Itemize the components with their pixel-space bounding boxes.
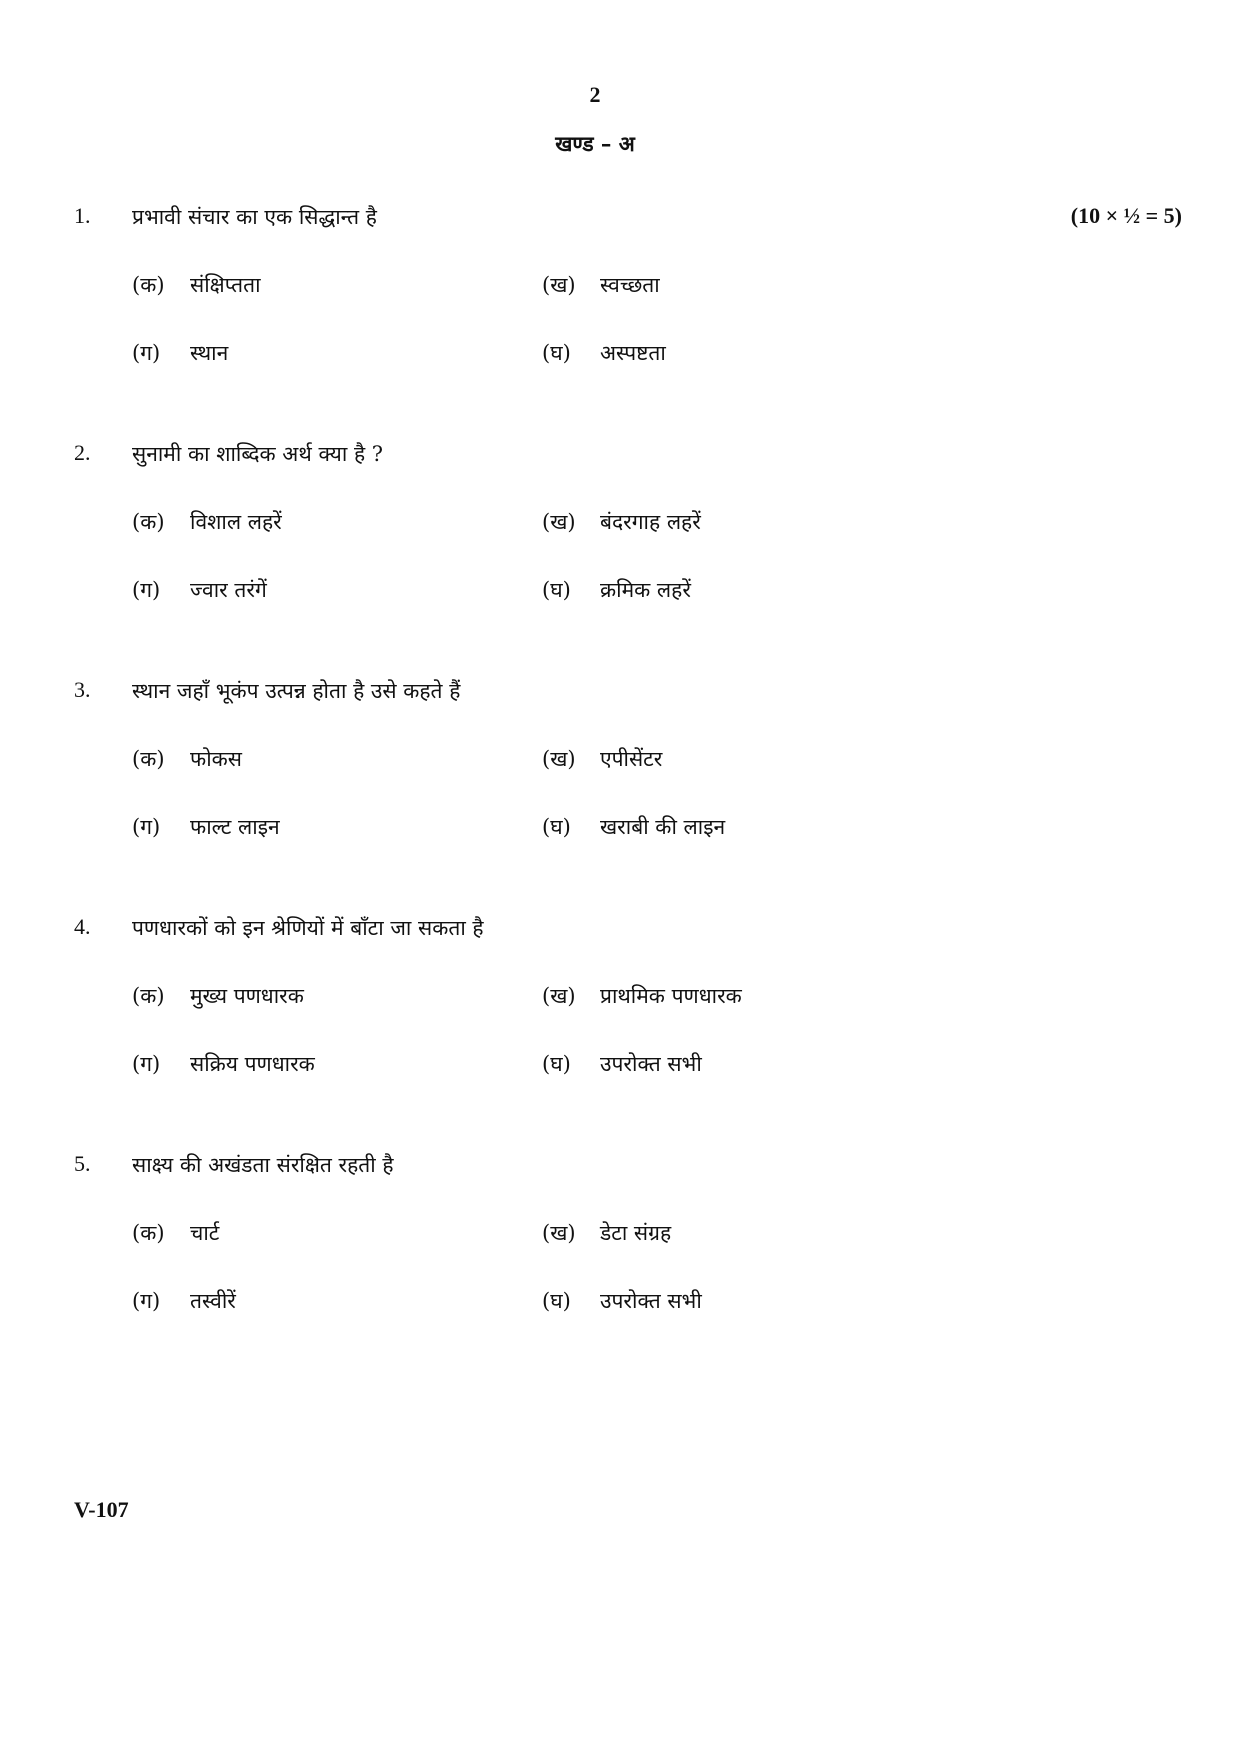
option-label: (घ) [542, 341, 571, 365]
option-ka [132, 1219, 219, 1247]
option-text: तस्वीरें [190, 1289, 236, 1313]
question-text: सुनामी का शाब्दिक अर्थ क्या है ? [132, 442, 384, 466]
option-text: डेटा संग्रह [600, 1221, 672, 1245]
marks-allocation: (10 × ½ = 5) [1070, 203, 1182, 228]
option-gha [542, 1050, 702, 1078]
option-gha [542, 339, 666, 367]
question-4 [74, 914, 1174, 1082]
option-ga [132, 813, 280, 841]
option-text: चार्ट [190, 1221, 220, 1245]
option-label: (क) [132, 747, 165, 771]
option-text: उपरोक्त सभी [600, 1052, 702, 1076]
option-text: सक्रिय पणधारक [190, 1052, 315, 1076]
option-label: (क) [132, 273, 165, 297]
option-label: (ग) [132, 578, 161, 602]
question-5 [74, 1151, 1174, 1319]
option-ka [132, 508, 282, 536]
option-gha [542, 813, 725, 841]
question-number: 1. [74, 203, 91, 228]
paper-code: V-107 [74, 1497, 129, 1522]
option-label: (घ) [542, 1052, 571, 1076]
option-kha [542, 271, 660, 299]
option-ka [132, 745, 242, 773]
option-text: एपीसेंटर [600, 747, 663, 771]
question-2 [74, 440, 1174, 608]
option-label: (घ) [542, 1289, 571, 1313]
option-ka [132, 982, 304, 1010]
option-text: फाल्ट लाइन [190, 815, 280, 839]
question-1 [74, 203, 1182, 371]
option-label: (क) [132, 984, 165, 1008]
question-number: 3. [74, 677, 91, 702]
option-ga [132, 339, 228, 367]
option-text: मुख्य पणधारक [190, 984, 304, 1008]
option-text: स्वच्छता [600, 273, 660, 297]
option-kha [542, 1219, 671, 1247]
option-gha [542, 576, 691, 604]
option-text: अस्पष्टता [600, 341, 666, 365]
option-text: संक्षिप्तता [190, 273, 261, 297]
option-ka [132, 271, 261, 299]
option-text: उपरोक्त सभी [600, 1289, 702, 1313]
option-label: (घ) [542, 578, 571, 602]
option-text: बंदरगाह लहरें [600, 510, 701, 534]
question-text: प्रभावी संचार का एक सिद्धान्त है [132, 205, 377, 229]
option-label: (ग) [132, 1052, 161, 1076]
option-ga [132, 1287, 236, 1315]
option-label: (ख) [542, 273, 576, 297]
option-kha [542, 745, 662, 773]
option-text: क्रमिक लहरें [600, 578, 691, 602]
question-text: स्थान जहाँ भूकंप उत्पन्न होता है उसे कहते हैं [132, 679, 461, 703]
question-number: 4. [74, 914, 91, 939]
question-number: 5. [74, 1151, 91, 1176]
question-3 [74, 677, 1174, 845]
option-text: फोकस [190, 747, 242, 771]
option-label: (ग) [132, 1289, 161, 1313]
section-title: खण्ड – अ [555, 131, 635, 156]
page-number: 2 [589, 82, 601, 107]
question-number: 2. [74, 440, 91, 465]
option-label: (घ) [542, 815, 571, 839]
option-ga [132, 576, 267, 604]
option-label: (ख) [542, 1221, 576, 1245]
option-label: (ख) [542, 510, 576, 534]
option-ga [132, 1050, 315, 1078]
option-text: प्राथमिक पणधारक [600, 984, 742, 1008]
option-kha [542, 982, 742, 1010]
option-text: विशाल लहरें [190, 510, 282, 534]
option-text: ज्वार तरंगें [190, 578, 267, 602]
option-text: खराबी की लाइन [600, 815, 726, 839]
option-label: (ख) [542, 984, 576, 1008]
question-text: साक्ष्य की अखंडता संरक्षित रहती है [132, 1153, 394, 1177]
option-gha [542, 1287, 702, 1315]
option-kha [542, 508, 701, 536]
option-label: (क) [132, 510, 165, 534]
question-text: पणधारकों को इन श्रेणियों में बाँटा जा सकता है [132, 916, 484, 940]
option-label: (ग) [132, 341, 161, 365]
option-label: (ग) [132, 815, 161, 839]
option-label: (ख) [542, 747, 576, 771]
option-text: स्थान [190, 341, 229, 365]
option-label: (क) [132, 1221, 165, 1245]
